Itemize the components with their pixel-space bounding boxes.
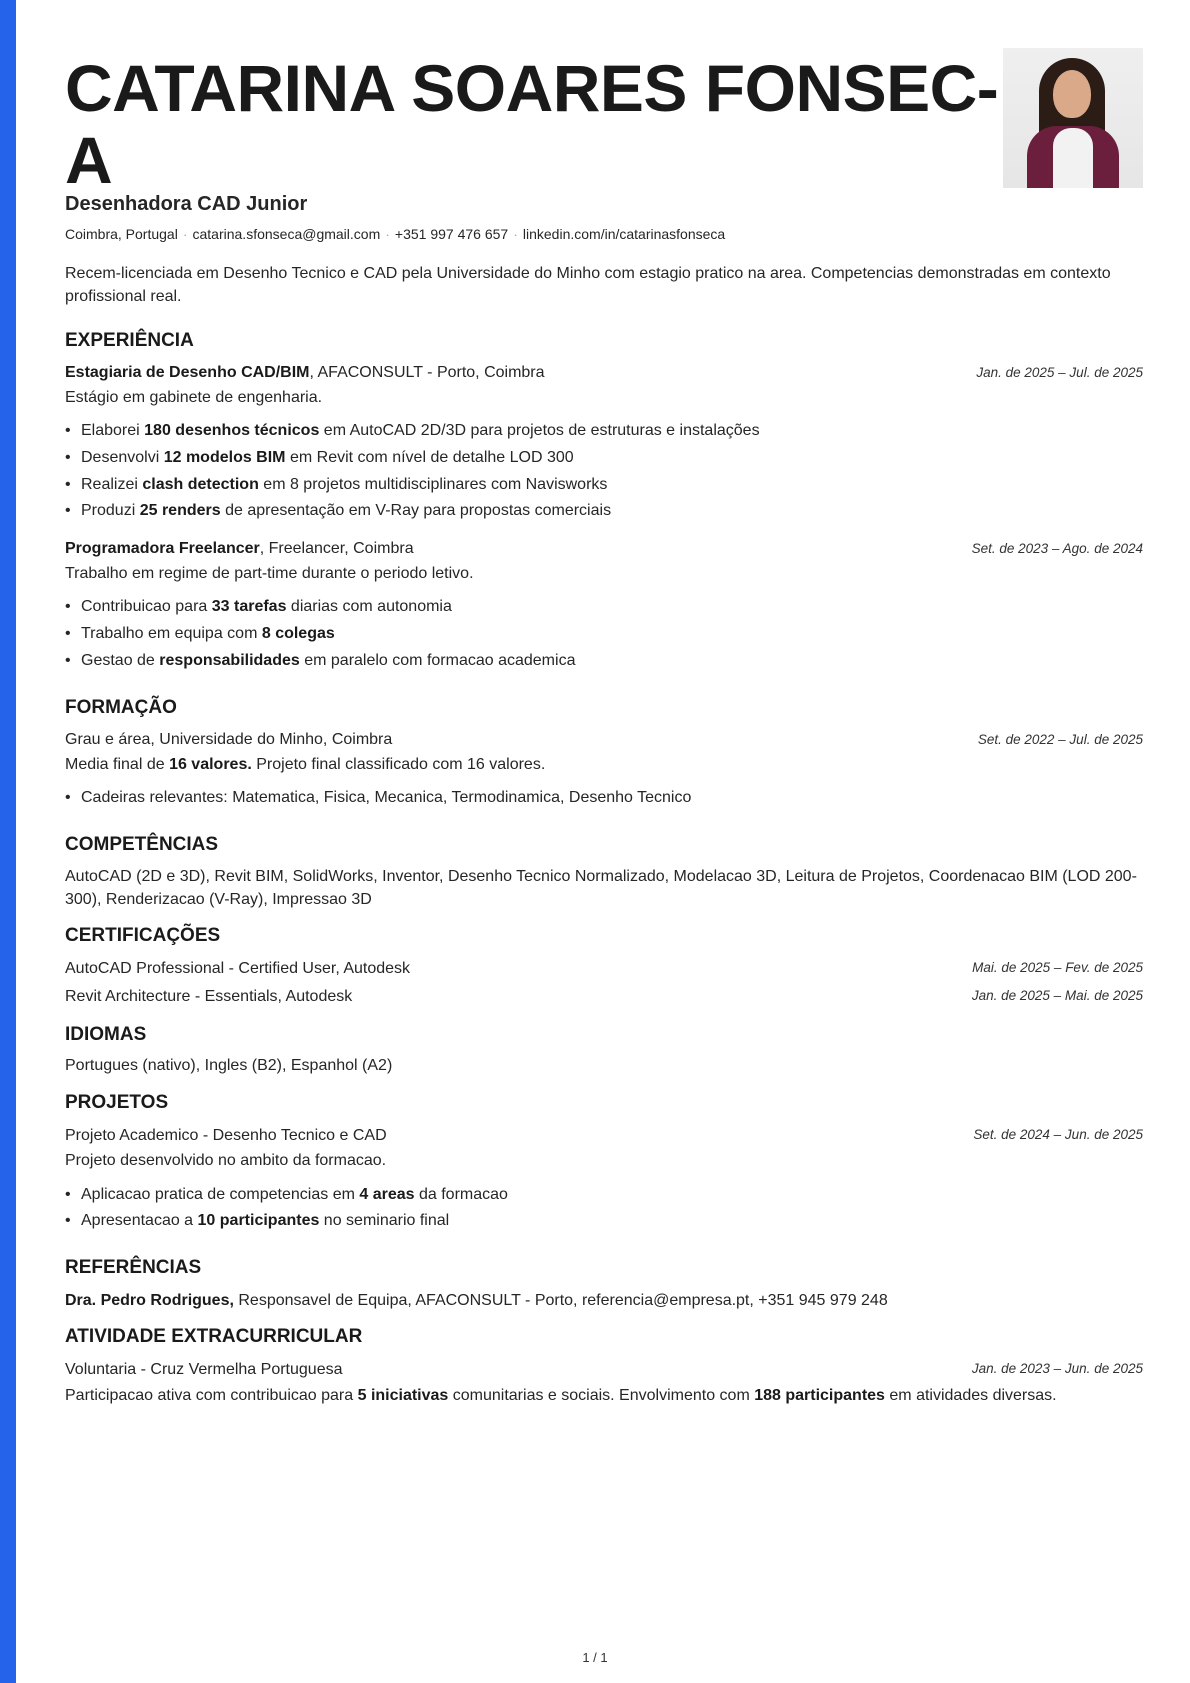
- photo-shirt: [1053, 128, 1093, 188]
- project-description: Projeto desenvolvido no ambito da formacao.: [65, 1152, 387, 1169]
- job-2-bullet-3: • Gestao de responsabilidades em paralelo com formacao academica: [81, 650, 575, 672]
- job-1-bullet-4: • Produzi 25 renders de apresentação em V-Ray para propostas comerciais: [81, 500, 611, 522]
- job-2-dates: Set. de 2023 – Ago. de 2024: [971, 541, 1143, 556]
- page-number: 1 / 1: [582, 1650, 608, 1665]
- extracurricular-name: Voluntaria - Cruz Vermelha Portuguesa: [65, 1361, 343, 1378]
- project-bullet-2: • Apresentacao a 10 participantes no seminario final: [81, 1210, 449, 1232]
- section-title-skills: COMPETÊNCIAS: [65, 834, 219, 855]
- candidate-name-line1: CATARINA SOARES FONSEC-: [65, 51, 999, 125]
- contact-linkedin[interactable]: linkedin.com/in/catarinasfonseca: [522, 226, 726, 242]
- project-name: Projeto Academico - Desenho Tecnico e CAD: [65, 1127, 387, 1144]
- contact-location: Coimbra, Portugal: [65, 226, 178, 242]
- section-title-certifications: CERTIFICAÇÕES: [65, 925, 221, 946]
- project-dates: Set. de 2024 – Jun. de 2025: [973, 1127, 1143, 1142]
- job-2-bullet-1: • Contribuicao para 33 tarefas diarias com autonomia: [81, 596, 452, 618]
- resume-page: [65, 0, 1143, 1404]
- certification-2-dates: Jan. de 2025 – Mai. de 2025: [971, 988, 1143, 1003]
- education-bullet-1: • Cadeiras relevantes: Matematica, Fisica, Mecanica, Termodinamica, Desenho Tecnico: [81, 787, 691, 809]
- skills-text: AutoCAD (2D e 3D), Revit BIM, SolidWorks, Inventor, Desenho Tecnico Normalizado, Modelacao 3D, Leitura de Projetos, Coordenacao BIM (LOD 200-300), Renderizacao (V-Ray), Impressao 3D: [65, 868, 1137, 908]
- languages-text: Portugues (nativo), Ingles (B2), Espanhol (A2): [65, 1057, 393, 1074]
- candidate-name: [65, 52, 1005, 196]
- certification-2-name: Revit Architecture - Essentials, Autodesk: [65, 988, 353, 1005]
- profile-photo: [1003, 48, 1143, 188]
- reference-entry: [65, 1290, 1143, 1312]
- section-title-extracurricular: ATIVIDADE EXTRACURRICULAR: [65, 1326, 363, 1347]
- section-title-projects: PROJETOS: [65, 1092, 169, 1113]
- summary-text: Recem-licenciada em Desenho Tecnico e CAD pela Universidade do Minho com estagio pratico na area. Competencias demonstradas em contexto profissional real.: [65, 265, 1111, 305]
- job-2-company: , Freelancer, Coimbra: [259, 540, 414, 557]
- contact-line: [65, 226, 725, 242]
- reference-name: Dra. Pedro Rodrigues,: [65, 1292, 234, 1309]
- extracurricular-dates: Jan. de 2023 – Jun. de 2025: [971, 1361, 1143, 1376]
- education-degree: Grau e área, Universidade do Minho, Coimbra: [65, 731, 393, 748]
- section-title-experience: EXPERIÊNCIA: [65, 330, 194, 351]
- job-2-bullet-2: • Trabalho em equipa com 8 colegas: [81, 623, 335, 645]
- photo-face: [1053, 70, 1091, 118]
- section-title-education: FORMAÇÃO: [65, 697, 177, 718]
- job-title: Desenhadora CAD Junior: [65, 193, 308, 215]
- job-2-role: Programadora Freelancer: [65, 540, 260, 557]
- job-1-role: Estagiaria de Desenho CAD/BIM: [65, 364, 310, 381]
- job-1-bullet-2: • Desenvolvi 12 modelos BIM em Revit com nível de detalhe LOD 300: [81, 447, 574, 469]
- contact-email[interactable]: catarina.sfonseca@gmail.com: [192, 226, 381, 242]
- project-bullet-1: • Aplicacao pratica de competencias em 4 areas da formacao: [81, 1184, 508, 1206]
- education-dates: Set. de 2022 – Jul. de 2025: [977, 732, 1143, 747]
- section-title-references: REFERÊNCIAS: [65, 1257, 202, 1278]
- job-1-bullet-3: • Realizei clash detection em 8 projetos multidisciplinares com Navisworks: [81, 474, 607, 496]
- job-1-description: Estágio em gabinete de engenharia.: [65, 389, 323, 406]
- job-1-company: , AFACONSULT - Porto, Coimbra: [309, 364, 545, 381]
- section-title-languages: IDIOMAS: [65, 1024, 147, 1045]
- certification-1-dates: Mai. de 2025 – Fev. de 2025: [972, 960, 1143, 975]
- job-2-description: Trabalho em regime de part-time durante o periodo letivo.: [65, 565, 474, 582]
- contact-separator: ·: [513, 226, 518, 242]
- education-grade: Media final de 16 valores. Projeto final classificado com 16 valores.: [65, 756, 546, 773]
- contact-separator: ·: [385, 226, 390, 242]
- reference-details: Responsavel de Equipa, AFACONSULT - Porto, referencia@empresa.pt, +351 945 979 248: [233, 1292, 888, 1309]
- job-1-dates: Jan. de 2025 – Jul. de 2025: [976, 365, 1143, 380]
- extracurricular-description: Participacao ativa com contribuicao para 5 iniciativas comunitarias e sociais. Envolvimento com 188 participantes em atividades diversas.: [65, 1387, 1057, 1404]
- candidate-name-line2: A: [65, 123, 113, 197]
- certification-1-name: AutoCAD Professional - Certified User, Autodesk: [65, 960, 411, 977]
- job-1-bullet-1: • Elaborei 180 desenhos técnicos em AutoCAD 2D/3D para projetos de estruturas e instalações: [81, 420, 760, 442]
- accent-bar: [0, 0, 16, 1683]
- contact-separator: ·: [182, 226, 188, 242]
- resume-header: [65, 0, 1143, 305]
- contact-phone[interactable]: +351 997 476 657: [394, 226, 509, 242]
